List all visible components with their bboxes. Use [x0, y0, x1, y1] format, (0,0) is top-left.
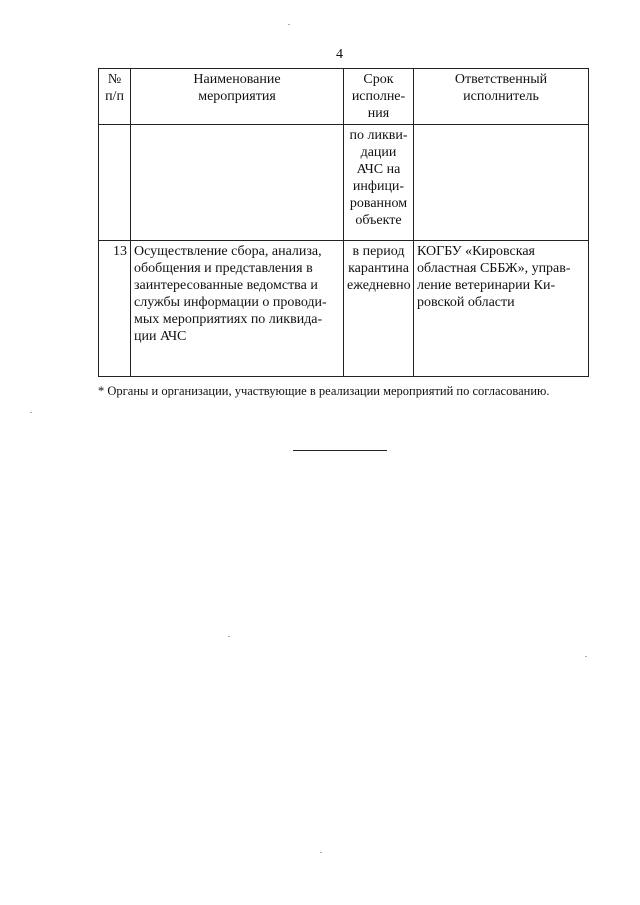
scan-speck: [228, 636, 230, 637]
activity-name-cell: [131, 125, 344, 241]
scan-speck: [30, 412, 32, 413]
row-number-cell: [99, 125, 131, 241]
header-number: № п/п: [99, 69, 131, 125]
scan-speck: [585, 656, 587, 657]
deadline-cell: в период карантина ежедневно: [344, 241, 414, 377]
activity-name-cell: Осуществление сбора, анализа, обобщения и представления в заинтересованные ведомства и службы информации о проводи- мых мероприятиях по ликвида- ции АЧС: [131, 241, 344, 377]
executor-cell: [414, 125, 589, 241]
header-executor: Ответственный исполнитель: [414, 69, 589, 125]
scan-speck: [320, 852, 322, 853]
footnote: * Органы и организации, участвующие в реализации мероприятий по согласованию.: [98, 384, 550, 398]
scan-speck: [288, 24, 290, 25]
row-number-cell: 13: [99, 241, 131, 377]
table-row: [99, 125, 589, 241]
executor-cell: КОГБУ «Кировская областная СББЖ», управ- ление ветеринарии Ки- ровской области: [414, 241, 589, 377]
header-deadline: Срок исполне- ния: [344, 69, 414, 125]
table-header-row: [99, 69, 589, 125]
end-divider: [293, 450, 387, 451]
deadline-cell: по ликви- дации АЧС на инфици- рованном объекте: [344, 125, 414, 241]
activities-table: [98, 68, 589, 377]
table-row: [99, 241, 589, 377]
page-number: 4: [336, 47, 343, 62]
header-activity-name: Наименование мероприятия: [131, 69, 344, 125]
